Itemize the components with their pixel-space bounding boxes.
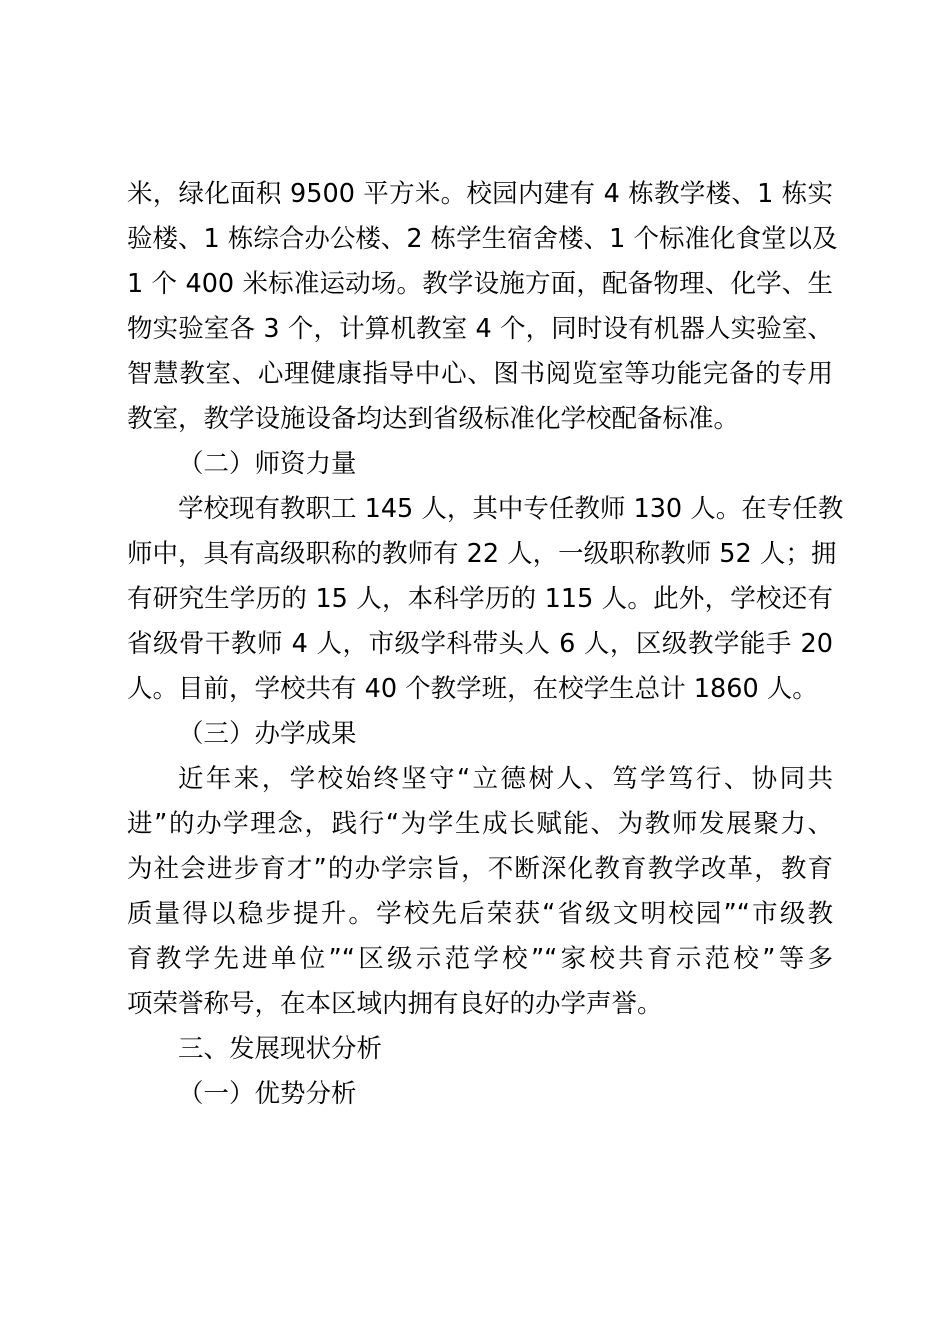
section-heading-achievements: （三）办学成果 [178,719,357,749]
body-text-line: 验楼、1 栋综合办公楼、2 栋学生宿舍楼、1 个标准化食堂以及 [127,224,838,254]
body-text-line: 有研究生学历的 15 人，本科学历的 115 人。此外，学校还有 [127,584,833,614]
body-text-line: 米，绿化面积 9500 平方米。校园内建有 4 栋教学楼、1 栋实 [127,179,833,209]
body-text-line: 项荣誉称号，在本区域内拥有良好的办学声誉。 [127,989,663,1019]
body-text-line: 物实验室各 3 个，计算机教室 4 个，同时设有机器人实验室、 [127,314,833,344]
section-heading-teachers: （二）师资力量 [178,449,357,479]
body-text-line: 进”的办学理念，践行“为学生成长赋能、为教师发展聚力、 [127,809,833,839]
body-text-line: 人。目前，学校共有 40 个教学班，在校学生总计 1860 人。 [127,674,818,704]
body-text-line: 师中，具有高级职称的教师有 22 人，一级职称教师 52 人；拥 [127,539,837,569]
body-text-line: 育教学先进单位”“区级示范学校”“家校共育示范校”等多 [127,944,833,974]
body-text-line: 近年来，学校始终坚守“立德树人、笃学笃行、协同共 [178,764,833,794]
body-text-line: 质量得以稳步提升。学校先后荣获“省级文明校园”“市级教 [127,899,833,929]
body-text-line: 1 个 400 米标准运动场。教学设施方面，配备物理、化学、生 [127,269,833,299]
body-text-line: 教室，教学设施设备均达到省级标准化学校配备标准。 [127,404,740,434]
body-text-line: 智慧教室、心理健康指导中心、图书阅览室等功能完备的专用 [127,359,833,389]
section-heading-advantages: （一）优势分析 [178,1079,357,1109]
body-text-line: 学校现有教职工 145 人，其中专任教师 130 人。在专任教 [178,494,844,524]
chapter-heading-status-analysis: 三、发展现状分析 [178,1034,383,1064]
body-text-line: 省级骨干教师 4 人，市级学科带头人 6 人，区级教学能手 20 [127,629,833,659]
body-text-line: 为社会进步育才”的办学宗旨，不断深化教育教学改革，教育 [127,854,833,884]
